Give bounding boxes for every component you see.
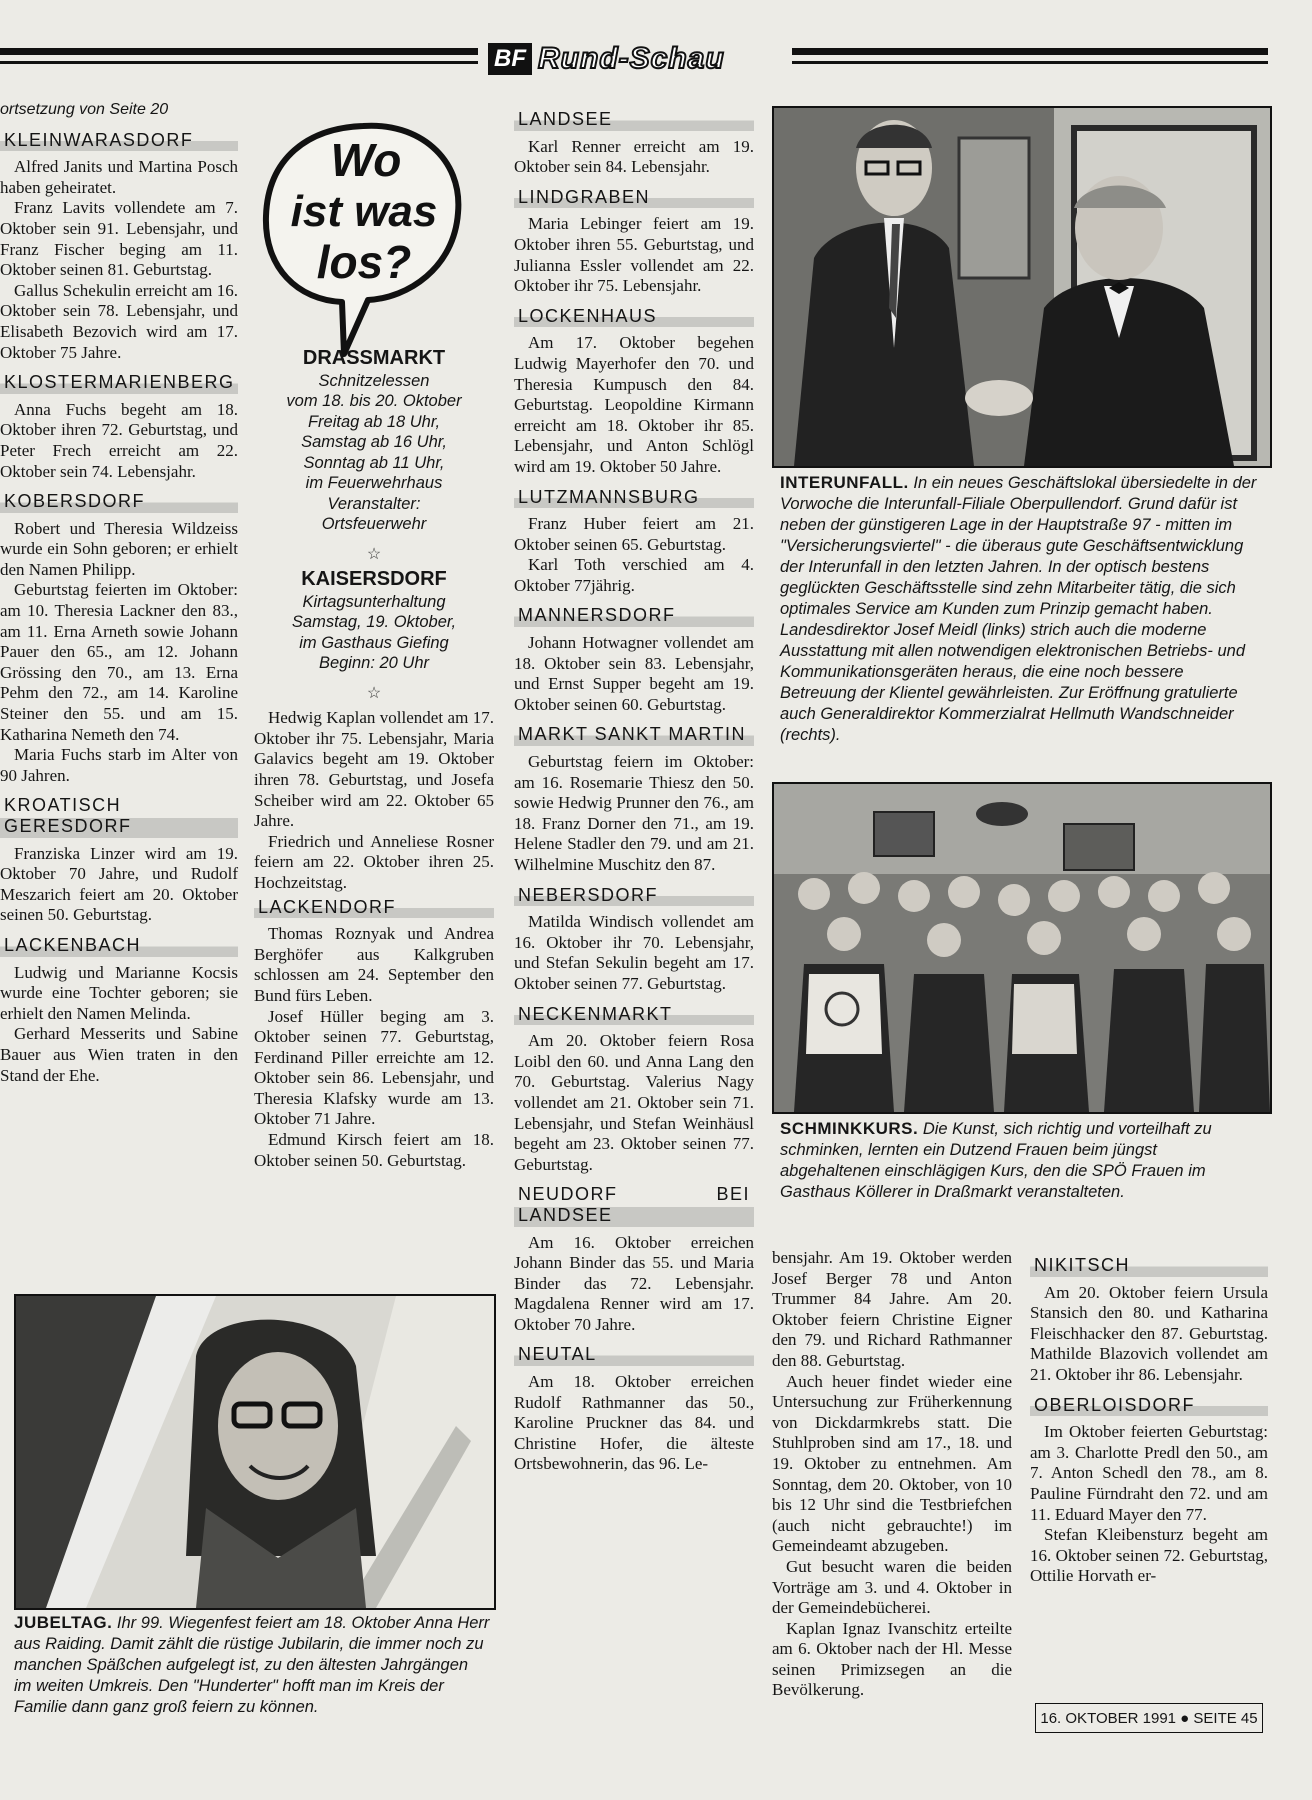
page-folio: 16. OKTOBER 1991 ● SEITE 45	[1035, 1703, 1263, 1733]
section-heading-neudorf-bei-landsee: NEUDORF BEI LANDSEE	[514, 1183, 754, 1226]
article-paragraph: Ludwig und Marianne Kocsis wurde eine Tochter geboren; sie erhielt den Namen Melinda.	[0, 962, 238, 1023]
event-line: Veranstalter:	[327, 494, 421, 513]
article-paragraph: Gallus Schekulin erreicht am 16. Oktober sein 78. Lebensjahr, und Elisabeth Bezovich wird am 17. Oktober 75 Jahre.	[0, 280, 238, 362]
article-paragraph: Hedwig Kaplan vollendet am 17. Oktober ihr 75. Lebensjahr, Maria Galavics begeht am 19. Oktober ihren 78. Geburtstag, und Josefa Scheiber wird am 22. Oktober 65 Jahre.	[254, 708, 494, 831]
article-paragraph: Am 17. Oktober begehen Ludwig Mayerhofer den 70. und Theresia Kumpusch den 84. Geburtstag. Leopoldine Kirmann erreicht am 18. Oktober ihr 85. Lebensjahr, und Anton Schlögl wird am 19. Oktober 50 Jahre.	[514, 333, 754, 476]
event-line: im Feuerwehrhaus	[305, 474, 443, 492]
section-heading-markt-sankt-martin: MARKT SANKT MARTIN	[514, 723, 754, 746]
star-divider: ☆	[366, 684, 382, 702]
event-listing	[254, 569, 494, 674]
event-place: KAISERSDORF	[301, 568, 447, 591]
article-paragraph: Anna Fuchs begeht am 18. Oktober ihren 72. Geburtstag, und Peter Frech erreicht am 22. Oktober sein 74. Lebensjahr.	[0, 399, 238, 481]
masthead	[488, 40, 725, 78]
schminkkurs-caption-lead: SCHMINKKURS.	[780, 1119, 919, 1138]
bubble-line-2: ist was	[290, 187, 438, 236]
handshake-photo-illustration	[774, 108, 1270, 466]
speech-bubble-graphic	[258, 118, 468, 358]
event-line: Ortsfeuerwehr	[321, 515, 427, 533]
interunfall-photo	[772, 106, 1272, 468]
interunfall-caption	[780, 472, 1260, 746]
event-line: vom 18. bis 20. Oktober	[286, 392, 462, 410]
masthead-rule-right	[792, 48, 1268, 64]
schminkkurs-caption-text: Die Kunst, sich richtig und vorteilhaft zu schminken, lernten ein Dutzend Frauen beim jüngst abgehaltenen einschlägigen Kurs, den die SPÖ Frauen im Gasthaus Köllerer in Draßmarkt veranstalteten.	[780, 1120, 1212, 1201]
article-paragraph: Stefan Kleibensturz begeht am 16. Oktober seinen 72. Geburtstag, Ottilie Horvath er-	[1030, 1525, 1268, 1586]
section-heading-kleinwarasdorf: KLEINWARASDORF	[0, 129, 238, 152]
article-paragraph: Thomas Roznyak und Andrea Berghöfer aus Kalkgruben schlossen am 24. September den Bund fürs Leben.	[254, 924, 494, 1005]
article-paragraph: Auch heuer findet wieder eine Untersuchung zur Früherkennung von Dickdarmkrebs statt. Die Stuhlproben sind am 17., 18. und 19. Oktober zu entnehmen. Am Sonntag, dem 20. Oktober, von 10 bis 12 Uhr sind die Testbriefchen (auch nicht gebrauchte!) im Gemeindeamt abzugeben.	[772, 1371, 1012, 1556]
jubeltag-photo	[14, 1294, 496, 1610]
section-heading-lindgraben: LINDGRABEN	[514, 186, 754, 209]
section-heading-lutzmannsburg: LUTZMANNSBURG	[514, 486, 754, 509]
section-heading-nebersdorf: NEBERSDORF	[514, 884, 754, 907]
article-paragraph: Franz Lavits vollendete am 7. Oktober sein 91. Lebensjahr, und Franz Fischer beging am 11. Oktober seinen 81. Geburtstag.	[0, 198, 238, 280]
article-paragraph: Friedrich und Anneliese Rosner feiern am 22. Oktober ihren 25. Hochzeitstag.	[254, 831, 494, 892]
event-line: Samstag, 19. Oktober,	[291, 613, 457, 632]
schminkkurs-photo	[772, 782, 1272, 1114]
event-line: Sonntag ab 11 Uhr,	[303, 453, 445, 472]
article-paragraph: Am 20. Oktober feiern Ursula Stansich den 80. und Katharina Fleischhacker den 87. Geburtstag. Mathilde Blazovich vollendet am 21. Oktober ihr 86. Lebensjahr.	[1030, 1282, 1268, 1384]
article-paragraph: Matilda Windisch vollendet am 16. Oktober ihr 70. Lebensjahr, und Stefan Sekulin begeht am 17. Oktober seinen 77. Geburtstag.	[514, 912, 754, 993]
event-line: Schnitzelessen	[318, 371, 430, 390]
group-photo-illustration	[774, 784, 1270, 1112]
event-line: Samstag ab 16 Uhr,	[301, 433, 447, 451]
continuation-note: ortsetzung von Seite 20	[0, 101, 169, 118]
event-line: Kirtagsunterhaltung	[302, 592, 446, 611]
star-divider: ☆	[366, 545, 382, 563]
jubeltag-caption	[14, 1612, 490, 1718]
article-paragraph: Am 20. Oktober feiern Rosa Loibl den 60. und Anna Lang den 70. Geburtstag. Valerius Nagy vollendet am 21. Oktober sein 71. Lebensjahr, und Stefan Weinhäusl begeht am 23. Oktober seinen 77. Geburtstag.	[514, 1031, 754, 1174]
section-heading-neckenmarkt: NECKENMARKT	[514, 1003, 754, 1026]
article-paragraph: Edmund Kirsch feiert am 18. Oktober seinen 50. Geburtstag.	[254, 1130, 494, 1170]
bubble-line-1: Wo	[330, 134, 402, 186]
section-heading-nikitsch: NIKITSCH	[1030, 1254, 1268, 1277]
article-paragraph: Robert und Theresia Wildzeiss wurde ein Sohn geboren; er erhielt den Namen Philipp.	[0, 518, 238, 579]
column-3	[514, 106, 754, 1475]
interunfall-caption-lead: INTERUNFALL.	[780, 473, 909, 492]
section-heading-mannersdorf: MANNERSDORF	[514, 604, 754, 627]
event-line: Beginn: 20 Uhr	[318, 654, 430, 673]
jubeltag-caption-lead: JUBELTAG.	[14, 1613, 113, 1632]
section-heading-oberloisdorf: OBERLOISDORF	[1030, 1394, 1268, 1417]
section-heading-lockenhaus: LOCKENHAUS	[514, 305, 754, 328]
jubeltag-caption-text: Ihr 99. Wiegenfest feiert am 18. Oktober Anna Herr aus Raiding. Damit zählt die rüstige Jubilarin, die immer noch zu manchen Späßchen aufgelegt ist, zu den ältesten Jahrgängen im weiten Umkreis. Den "Hunderter" hofft man im Kreis der Familie dann ganz groß feiern zu können.	[14, 1614, 490, 1716]
section-heading-kobersdorf: KOBERSDORF	[0, 490, 238, 513]
article-paragraph: Am 16. Oktober erreichen Johann Binder das 55. und Maria Binder das 72. Lebensjahr. Magdalena Renner wird am 17. Oktober 70 Jahre.	[514, 1232, 754, 1334]
article-paragraph: Geburtstag feiern im Oktober: am 16. Rosemarie Thiesz den 50. sowie Hedwig Prunner den 76., am 18. Franz Dorner den 71., am 19. Helene Stadler den 79. und am 21. Wilhelmine Muschitz den 87.	[514, 752, 754, 874]
bf-logo: BF	[488, 43, 532, 75]
column-5	[1030, 1252, 1268, 1587]
section-heading-kroatisch-geresdorf: KROATISCH GERESDORF	[0, 794, 238, 837]
portrait-photo-illustration	[16, 1296, 494, 1608]
schminkkurs-caption	[780, 1118, 1260, 1203]
section-title: Rund-Schau	[538, 42, 725, 75]
article-paragraph: Am 18. Oktober erreichen Rudolf Rathmanner das 50., Karoline Pruckner das 84. und Christine Hofer, die älteste Ortsbewohnerin, das 96. Le-	[514, 1372, 754, 1474]
section-heading-lackendorf: LACKENDORF	[254, 896, 494, 919]
section-heading-landsee: LANDSEE	[514, 108, 754, 131]
article-paragraph: Maria Fuchs starb im Alter von 90 Jahren.	[0, 745, 238, 785]
masthead-rule-left	[0, 48, 478, 64]
event-line: Freitag ab 18 Uhr,	[307, 412, 441, 431]
article-paragraph: Johann Hotwagner vollendet am 18. Oktober sein 83. Lebensjahr, und Ernst Supper begeht am 19. Oktober seinen 60. Geburtstag.	[514, 633, 754, 714]
column-1	[0, 100, 238, 1086]
article-paragraph: Franz Huber feiert am 21. Oktober seinen 65. Geburtstag.	[514, 514, 754, 554]
article-paragraph: bensjahr. Am 19. Oktober werden Josef Berger 78 und Anton Trummer 84 Jahre. Am 20. Oktober feiern Christine Eigner den 79. und Richard Rathmanner den 88. Geburtstag.	[772, 1248, 1012, 1370]
article-paragraph: Josef Hüller beging am 3. Oktober seinen 77. Geburtstag, Ferdinand Piller erreichte am 12. Oktober sein 86. Lebensjahr, und Theresia Klafsky wurde am 13. Oktober 71 Jahre.	[254, 1006, 494, 1129]
article-paragraph: Kaplan Ignaz Ivanschitz erteilte am 6. Oktober nach der Hl. Messe seinen Primizsegen an die Bevölkerung.	[772, 1618, 1012, 1700]
article-paragraph: Maria Lebinger feiert am 19. Oktober ihren 55. Geburtstag, und Julianna Essler vollendet am 22. Oktober ihr 75. Lebensjahr.	[514, 214, 754, 296]
section-heading-klostermarienberg: KLOSTERMARIENBERG	[0, 371, 238, 394]
section-heading-lackenbach: LACKENBACH	[0, 934, 238, 957]
article-paragraph: Karl Renner erreicht am 19. Oktober sein 84. Lebensjahr.	[514, 136, 754, 177]
article-paragraph: Gut besucht waren die beiden Vorträge am 3. und 4. Oktober in der Gemeindebücherei.	[772, 1556, 1012, 1618]
article-paragraph: Franziska Linzer wird am 19. Oktober 70 Jahre, und Rudolf Meszarich feiert am 20. Oktober seinen 50. Geburtstag.	[0, 843, 238, 925]
interunfall-caption-text: In ein neues Geschäftslokal übersiedelte in der Vorwoche die Interunfall-Filiale Oberpullendorf. Grund dafür ist neben der günstigeren Lage in der Hauptstraße 97 - mitten im "Versicherungsviertel" - die überaus gute Geschäftsentwicklung der Interunfall in den letzten Jahren. In der optisch bestens geglückten Geschäftsstelle sind zehn Mitarbeiter tätig, die sich optimales Service am Kunden zum Prinzip gemacht haben. Landesdirektor Josef Meidl (links) strich auch die moderne Ausstattung mit allen notwendigen elektronischen Betriebs- und Kommunikationsgeräten heraus, die eine noch bessere Betreuung der Klientel gewährleisten. Zur Eröffnung gratulierte auch Generaldirektor Kommerzialrat Hellmuth Wandschneider (rechts).	[780, 474, 1257, 744]
article-paragraph: Karl Toth verschied am 4. Oktober 77jährig.	[514, 555, 754, 595]
event-line: im Gasthaus Giefing	[299, 633, 449, 652]
column-4	[772, 1248, 1012, 1701]
column-2	[254, 344, 494, 1171]
article-paragraph: Geburtstag feierten im Oktober: am 10. Theresia Lackner den 83., am 11. Erna Arneth sowie Johann Pauer den 65., am 12. Johann Grössing den 70., am 13. Erna Pehm den 72., am 14. Karoline Steiner den 55. und am 15. Katharina Nemeth den 74.	[0, 580, 238, 744]
bubble-line-3: los?	[316, 236, 412, 288]
event-place: DRASSMARKT	[302, 347, 446, 369]
section-heading-neutal: NEUTAL	[514, 1343, 754, 1366]
article-paragraph: Alfred Janits und Martina Posch haben geheiratet.	[0, 157, 238, 197]
article-paragraph: Im Oktober feierten Geburtstag: am 3. Charlotte Predl den 50., am 7. Anton Schedl den 78., am 8. Pauline Fürndraht den 72. und am 11. Eduard Mayer den 77.	[1030, 1422, 1268, 1524]
event-listing	[254, 348, 494, 535]
article-paragraph: Gerhard Messerits und Sabine Bauer aus Wien traten in den Stand der Ehe.	[0, 1024, 238, 1085]
